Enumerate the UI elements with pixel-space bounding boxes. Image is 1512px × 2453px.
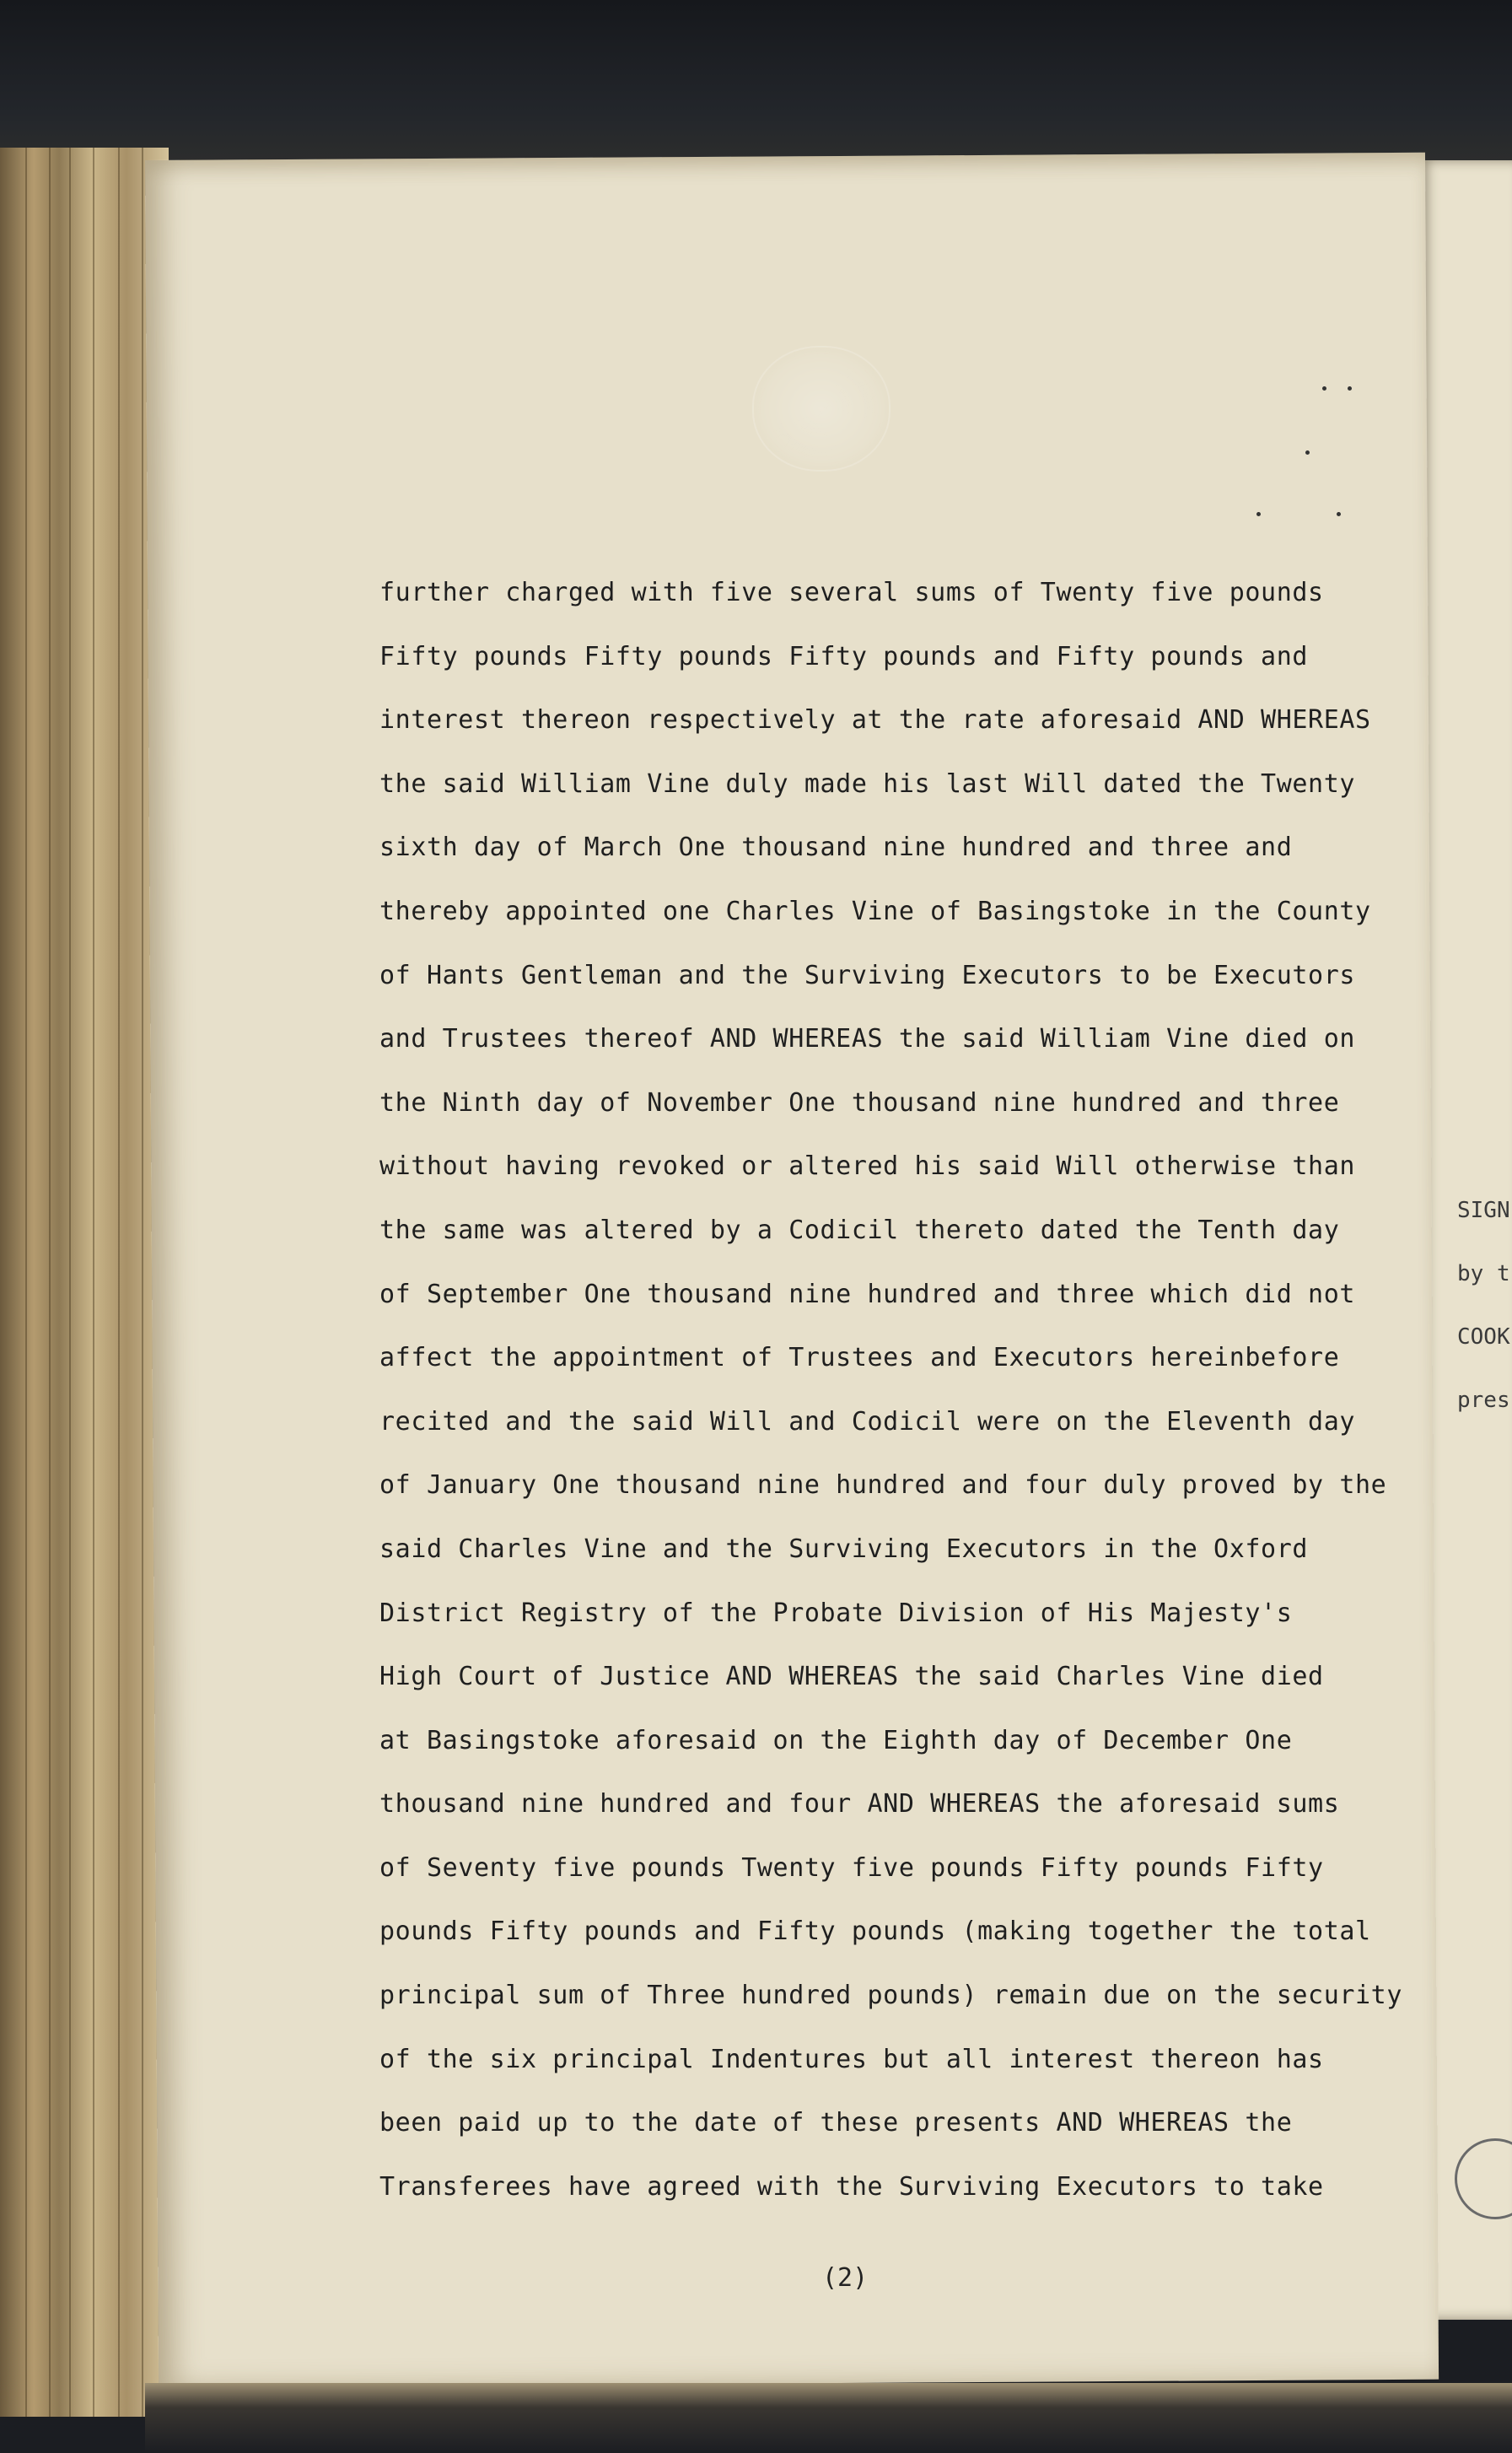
text-line: without having revoked or altered his said Will otherwise than xyxy=(379,1151,1356,1182)
text-line: interest thereon respectively at the rate aforesaid AND WHEREAS xyxy=(379,705,1371,736)
margin-word: SIGN xyxy=(1457,1198,1510,1223)
text-line: principal sum of Three hundred pounds) remain due on the security xyxy=(379,1981,1402,2011)
text-line: the same was altered by a Codicil thereto dated the Tenth day xyxy=(379,1215,1340,1245)
text-line: sixth day of March One thousand nine hundred and three and xyxy=(379,833,1293,863)
text-line: affect the appointment of Trustees and Executors hereinbefore xyxy=(379,1343,1340,1373)
text-line: thereby appointed one Charles Vine of Basingstoke in the County xyxy=(379,896,1371,926)
text-line: of the six principal Indentures but all interest thereon has xyxy=(379,2044,1324,2074)
text-line: Fifty pounds Fifty pounds Fifty pounds and Fifty pounds and xyxy=(379,641,1309,671)
text-line: further charged with five several sums of Twenty five pounds xyxy=(379,578,1324,607)
text-line: of September One thousand nine hundred and three which did not xyxy=(379,1279,1356,1309)
book-bottom-edge xyxy=(145,2383,1512,2453)
page-stack-edge xyxy=(0,148,169,2417)
margin-word: by t xyxy=(1457,1261,1510,1286)
margin-word: pres xyxy=(1457,1388,1510,1413)
text-line: recited and the said Will and Codicil were on the Eleventh day xyxy=(379,1406,1356,1437)
text-line: said Charles Vine and the Surviving Executors in the Oxford xyxy=(379,1534,1309,1564)
text-line: and Trustees thereof AND WHEREAS the said William Vine died on xyxy=(379,1024,1356,1054)
text-line: the said William Vine duly made his last Will dated the Twenty xyxy=(379,768,1356,799)
text-line: District Registry of the Probate Division of His Majesty's xyxy=(379,1598,1293,1628)
text-line: been paid up to the date of these presents AND WHEREAS the xyxy=(379,2108,1293,2138)
document-body xyxy=(379,561,1421,2218)
page-number: (2) xyxy=(822,2263,869,2293)
text-line: Transferees have agreed with the Surviving Executors to take xyxy=(379,2171,1324,2202)
text-line: thousand nine hundred and four AND WHEREAS the aforesaid sums xyxy=(379,1789,1340,1820)
margin-word: COOK xyxy=(1457,1324,1510,1350)
text-line: of January One thousand nine hundred and four duly proved by the xyxy=(379,1470,1387,1501)
embossed-seal xyxy=(752,346,891,472)
book-binding xyxy=(0,0,1512,160)
text-line: the Ninth day of November One thousand nine hundred and three xyxy=(379,1087,1340,1118)
text-line: at Basingstoke aforesaid on the Eighth day of December One xyxy=(379,1725,1293,1755)
text-line: pounds Fifty pounds and Fifty pounds (making together the total xyxy=(379,1917,1371,1947)
text-line: of Hants Gentleman and the Surviving Executors to be Executors xyxy=(379,960,1356,990)
text-line: of Seventy five pounds Twenty five pounds Fifty pounds Fifty xyxy=(379,1852,1324,1883)
text-line: High Court of Justice AND WHEREAS the said Charles Vine died xyxy=(379,1662,1324,1692)
